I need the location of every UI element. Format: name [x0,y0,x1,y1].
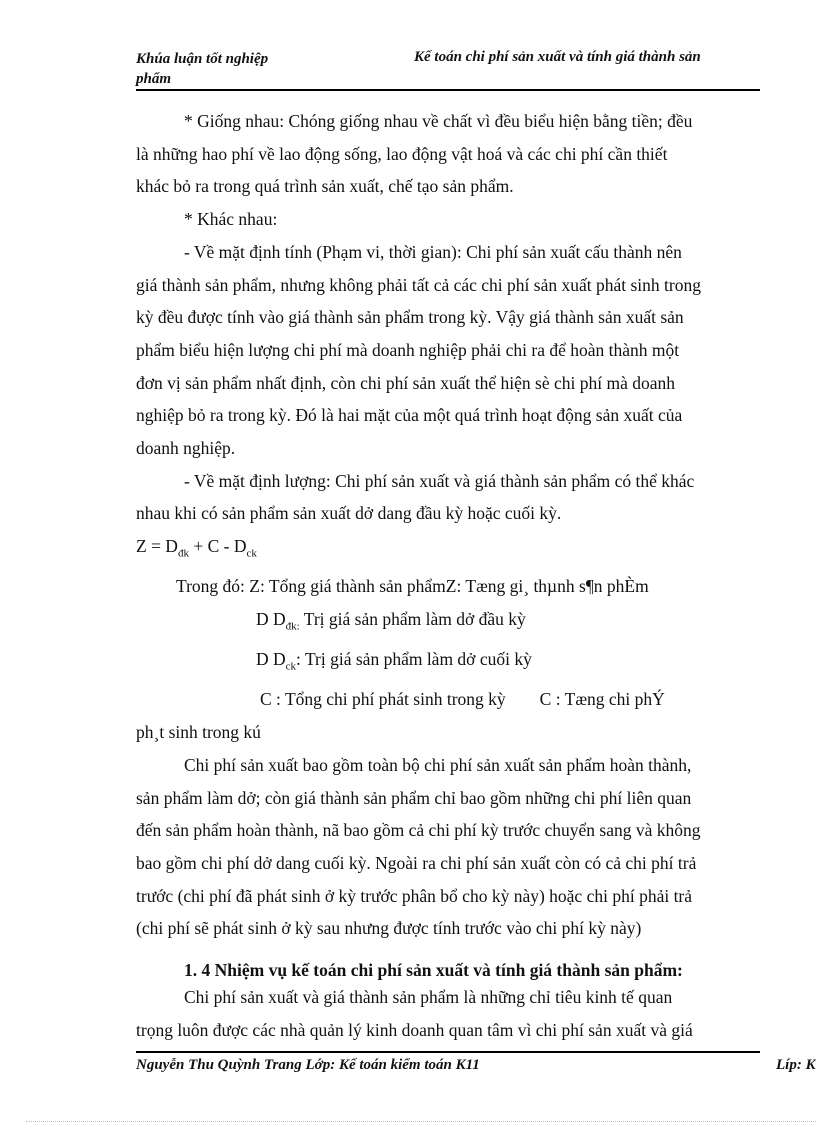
def-d-ck-sub: ck [285,660,297,673]
def-c-a: C : Tổng chi phí phát sinh trong kỳ [260,689,506,710]
para2-line: phẩm biểu hiện lượng chi phí mà doanh nghiệp phải chi ra để hoàn thành một [136,339,680,360]
para1-line: * Giống nhau: Chóng giống nhau về chất vì đều biểu hiện bằng tiền; đều [184,111,693,131]
formula-sub2: ck [246,547,257,560]
para2-line: doanh nghiệp. [136,438,236,459]
formula [136,530,759,570]
body-text [136,105,759,1046]
para1-line: khác bỏ ra trong quá trình sản xuất, chế tạo sản phẩm. [136,176,514,197]
para2-line: đơn vị sản phẩm nhất định, còn chi phí sản xuất thể hiện sè chi phí mà doanh [136,372,676,393]
header-rule [136,89,760,91]
page-bottom-edge [26,1121,816,1122]
khac-nhau: * Khác nhau: [184,209,278,230]
para2-line: nghiệp bỏ ra trong kỳ. Đó là hai mặt của một quá trình hoạt động sản xuất của [136,405,683,426]
para4-line: Chi phí sản xuất bao gồm toàn bộ chi phí sản xuất sản phẩm hoàn thành, [184,754,692,775]
def-d-dk-text: Trị giá sản phẩm làm dở đầu kỳ [299,609,526,630]
para3-line: - Về mặt định lượng: Chi phí sản xuất và giá thành sản phẩm có thể khác [184,470,695,491]
formula-sub1: đk [177,547,189,560]
header-left [136,49,316,89]
para4-line: sản phẩm làm dở; còn giá thành sản phẩm chỉ bao gồm những chi phí liên quan [136,787,692,808]
def-d-dk [136,603,759,643]
def-c-line2: ph¸t sinh trong kú [136,722,261,743]
para2-line: - Về mặt định tính (Phạm vi, thời gian): Chi phí sản xuất cấu thành nên [184,241,682,262]
para5-line: Chi phí sản xuất và giá thành sản phẩm là những chỉ tiêu kinh tế quan [184,987,673,1008]
def-d-dk-sub: đk: [285,620,300,633]
para1-line: là những hao phí về lao động sống, lao động vật hoá và các chi phí cần thiết [136,143,668,164]
def-d-ck-pre: D D [256,649,286,670]
header-right: Kế toán chi phí sản xuất và tính giá thành sản [414,49,701,65]
footer-left: Nguyễn Thu Quỳnh Trang Lớp: Kế toán kiểm toán K11 [136,1057,480,1073]
footer-rule [136,1051,760,1053]
para4-line: đến sản phẩm hoàn thành, nã bao gồm cả chi phí kỳ trước chuyển sang và không [136,820,701,841]
para5-line: trọng luôn được các nhà quản lý kinh doanh quan tâm vì chi phí sản xuất và giá [136,1019,693,1040]
para4-line: (chi phí sẽ phát sinh ở kỳ sau nhưng được tính trước vào chi phí kỳ này) [136,918,642,939]
para4-line: bao gồm chi phí dở dang cuối kỳ. Ngoài ra chi phí sản xuất còn có cả chi phí trả [136,852,697,873]
formula-lhs: Z = D [136,536,178,557]
formula-mid: + C - D [193,536,247,557]
def-d-ck-text: : Trị giá sản phẩm làm dở cuối kỳ [296,649,532,670]
header-left-line1: Khúa luận tốt nghiệp [136,51,269,67]
def-d-ck [136,643,759,683]
def-c-b: C : Tæng chi phÝ [539,689,665,710]
para2-line: kỳ đều được tính vào giá thành sản phẩm trong kỳ. Vậy giá thành sản xuất sản [136,307,684,328]
para4-line: trước (chi phí đã phát sinh ở kỳ trước phân bổ cho kỳ này) hoặc chi phí phải trả [136,885,693,906]
section-heading: 1. 4 Nhiệm vụ kế toán chi phí sản xuất và tính giá thành sản phẩm: [184,960,683,981]
para3-line: nhau khi có sản phẩm sản xuất dở dang đầu kỳ hoặc cuối kỳ. [136,503,562,524]
header-left-line2: phẩm [136,71,172,87]
def-c [136,683,759,716]
def-z: Trong đó: Z: Tổng giá thành sản phẩmZ: Tæng gi¸ thµnh s¶n phÈm [176,576,649,597]
para2-line: giá thành sản phẩm, nhưng không phải tất cả các chi phí sản xuất phát sinh trong [136,274,701,295]
footer-right: Líp: K [776,1057,816,1073]
def-d-dk-pre: D D [256,609,286,630]
